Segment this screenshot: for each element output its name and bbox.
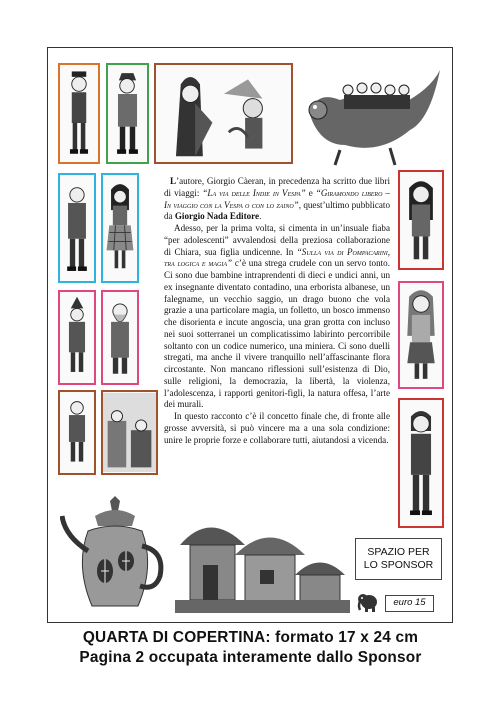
illustration-cave-scene xyxy=(101,390,158,475)
book-title-1: “La via delle Indie in Vespa” xyxy=(202,187,306,198)
sponsor-space-box: SPAZIO PER LO SPONSOR xyxy=(355,538,442,580)
illustration-wizard xyxy=(58,290,96,385)
illustration-girl-with-long-hair xyxy=(398,281,444,389)
price-label: euro 15 xyxy=(385,595,434,612)
caption-format-line: QUARTA DI COPERTINA: formato 17 x 24 cm xyxy=(82,629,419,646)
paragraph-author-intro: L’autore, Giorgio Càeran, in precedenza ha scritto due libri di viaggi: “La via delle Indie in Vespa” e “Giramondo libero – In viaggio con la Vespa o con lo zaino”, quest’ultimo pubblicato da Giorgio Nada Editore. xyxy=(164,176,390,222)
illustration-teapot-house xyxy=(60,496,170,611)
paragraph-story-summary: Adesso, per la prima volta, si cimenta in un’insuale fiaba “per adolescenti” avvalendosi della preziosa collaborazione di Chiara, sua figlia undicenne. In “Sulla via di Pompacarini, tra logica e magia” c’è una strega crudele con un servo tonto. Ci sono due bambine intraprendenti di dieci e undici anni, un ex insegnante diventato contadino, una erborista albanese, un falegname, un vecchio saggio, un drago buono che vola grazie a una particolare magia, un folletto, un bosco immenso che disorienta e incute angoscia, una gran grotta con incluso nei suoi sotterranei un complicatissimo labirinto percorribile soltanto con un codice numerico, una miniera. Ci sono duelli stregati, ma anche il vivere tranquillo nell’affascinante flora circostante. Non mancano riflessioni sull’esistenza di Dio, sulle religioni, la democrazia, la libertà, la violenza, l’adolescenza, i rapporti genitori-figli, la natura offesa, l’arte dei murali. xyxy=(164,223,390,410)
illustration-man-with-beard xyxy=(101,290,139,385)
elephant-logo-icon xyxy=(356,590,380,614)
illustration-mushroom-houses xyxy=(175,505,350,613)
illustration-witch-and-servant xyxy=(154,63,293,164)
illustration-boy-with-hat xyxy=(58,63,100,164)
book-title-3: “Sulla via di Pompacarini, tra logica e magia” xyxy=(164,246,390,269)
illustration-girl-portrait xyxy=(398,170,444,270)
drop-cap: L xyxy=(170,176,177,186)
format-caption xyxy=(0,628,501,668)
publisher-name: Giorgio Nada Editore xyxy=(174,211,260,222)
paragraph-conclusion: In questo racconto c’è il concetto finale che, di fronte alle grosse avversità, si può vincere ma a una sola condizione: unire le proprie forze e collaborare tutti, aiutandosi a vicenda. xyxy=(164,411,390,445)
illustration-dragon-with-riders xyxy=(300,60,446,168)
book-description-text xyxy=(164,176,390,492)
illustration-girl-with-plaid-skirt xyxy=(101,173,139,283)
illustration-old-woman xyxy=(398,398,444,528)
illustration-boy-in-coat xyxy=(106,63,149,164)
caption-sponsor-line: Pagina 2 occupata interamente dallo Sponsor xyxy=(79,649,422,666)
book-title-2: “Giramondo libero – In viaggio con la Vespa o con lo zaino” xyxy=(164,187,390,210)
illustration-villager xyxy=(58,390,96,475)
illustration-boy-standing xyxy=(58,173,96,283)
